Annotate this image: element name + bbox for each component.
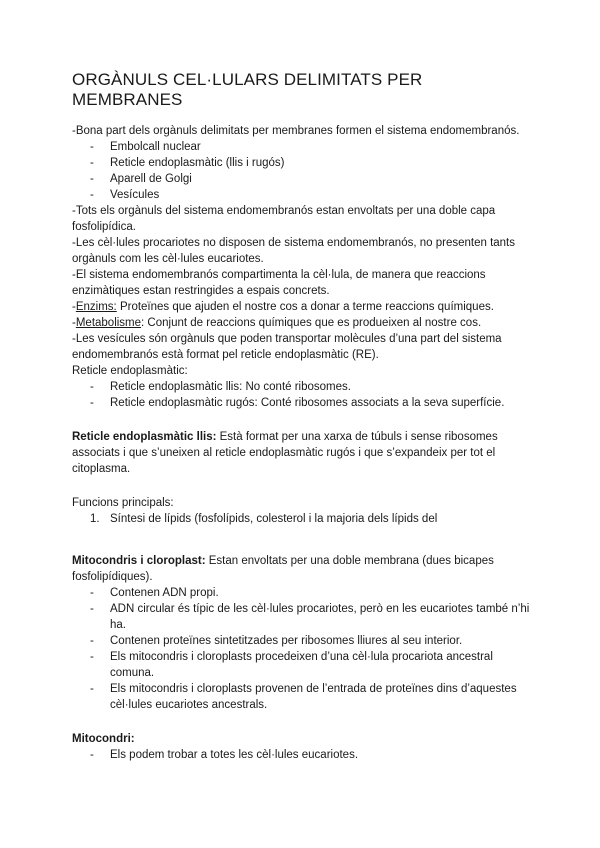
list-item xyxy=(72,649,532,681)
list-item xyxy=(72,681,532,713)
mito-cloro-text: Estan envoltats per una doble membrana (dues bicapes fosfolipídiques). xyxy=(72,555,494,583)
dash-bullet: - xyxy=(90,635,94,647)
list-item xyxy=(72,747,532,763)
dash-bullet: - xyxy=(90,141,94,153)
funcions-heading: Funcions principals: xyxy=(72,497,174,509)
llis-term: Reticle endoplasmàtic llis: xyxy=(72,431,217,443)
list-item xyxy=(72,187,532,203)
dash-bullet: - xyxy=(90,157,94,169)
paragraph-double-layer: -Tots els orgànuls del sistema endomembranós estan envoltats per una doble capa fosfolipídica. xyxy=(72,205,496,233)
dash-bullet: - xyxy=(90,603,94,615)
list-item xyxy=(72,395,532,411)
list-number: 1. xyxy=(90,513,100,525)
enzims-text: Proteïnes que ajuden el nostre cos a donar a terme reaccions químiques. xyxy=(116,301,494,313)
list-item xyxy=(72,155,532,171)
endomembrane-list xyxy=(72,139,532,203)
mitocondri-heading: Mitocondri: xyxy=(72,733,135,745)
list-item xyxy=(72,379,532,395)
mitocondri-list xyxy=(72,747,532,763)
list-item xyxy=(72,139,532,155)
list-item-text: Vesícules xyxy=(110,189,160,201)
list-item xyxy=(72,511,532,527)
dash-bullet: - xyxy=(90,587,94,599)
intro-paragraph: -Bona part dels orgànuls delimitats per membranes formen el sistema endomembranós. xyxy=(72,125,520,137)
list-item-text: Els mitocondris i cloroplasts procedeixen d’una cèl·lula procariota ancestral comuna. xyxy=(110,651,493,679)
list-item xyxy=(72,601,532,633)
metabolisme-definition xyxy=(72,315,532,331)
list-item-text: ADN circular és típic de les cèl·lules procariotes, però en les eucariotes també n’hi ha. xyxy=(110,603,530,631)
reticle-list xyxy=(72,379,532,411)
dash-bullet: - xyxy=(90,397,94,409)
dash-bullet: - xyxy=(90,381,94,393)
list-item-text: Síntesi de lípids (fosfolípids, colesterol i la majoria dels lípids del xyxy=(110,513,438,525)
list-item xyxy=(72,633,532,649)
dash-bullet: - xyxy=(90,173,94,185)
enzims-definition xyxy=(72,299,532,315)
llis-text: Està format per una xarxa de túbuls i sense ribosomes associats i que s’uneixen al reticle endoplasmàtic rugós i que s’expandeix per tot el citoplasma. xyxy=(72,431,498,475)
list-item xyxy=(72,171,532,187)
list-item xyxy=(72,585,532,601)
metabolisme-term: Metabolisme xyxy=(75,317,142,329)
mito-cloro-term: Mitocondris i cloroplast: xyxy=(72,555,206,567)
enzims-prefix: - xyxy=(72,301,76,313)
llis-paragraph xyxy=(72,429,532,477)
list-item-text: Embolcall nuclear xyxy=(110,141,201,153)
list-item-text: Els podem trobar a totes les cèl·lules eucariotes. xyxy=(110,749,359,761)
funcions-list xyxy=(72,511,532,527)
list-item-text: Els mitocondris i cloroplasts provenen de l’entrada de proteïnes dins d’aquestes cèl·lules eucariotes ancestrals. xyxy=(110,683,517,711)
list-item-text: Contenen proteïnes sintetitzades per ribosomes lliures al seu interior. xyxy=(110,635,463,647)
document-page xyxy=(72,70,532,763)
paragraph-compartimenta: -El sistema endomembranós compartimenta la cèl·lula, de manera que reaccions enzimàtiques estan restringides a espais concrets. xyxy=(72,269,486,297)
page-title: ORGÀNULS CEL·LULARS DELIMITATS PER MEMBRANES xyxy=(72,70,423,109)
paragraph-procariotes: -Les cèl·lules procariotes no disposen de sistema endomembranós, no presenten tants orgànuls com les cèl·lules eucariotes. xyxy=(72,237,515,265)
vesicules-paragraph: -Les vesícules són orgànuls que poden transportar molècules d’una part del sistema endomembranós està format pel reticle endoplasmàtic (RE). xyxy=(72,333,502,361)
metabolisme-prefix: - xyxy=(72,317,76,329)
reticle-heading: Reticle endoplasmàtic: xyxy=(72,365,188,377)
metabolisme-text: : Conjunt de reaccions químiques que es produeixen al nostre cos. xyxy=(141,317,482,329)
list-item-text: Reticle endoplasmàtic llis: No conté ribosomes. xyxy=(110,381,351,393)
mito-cloro-paragraph xyxy=(72,553,532,585)
dash-bullet: - xyxy=(90,683,94,695)
list-item-text: Reticle endoplasmàtic rugós: Conté ribosomes associats a la seva superfície. xyxy=(110,397,505,409)
list-item-text: Contenen ADN propi. xyxy=(110,587,219,599)
list-item-text: Reticle endoplasmàtic (llis i rugós) xyxy=(110,157,285,169)
dash-bullet: - xyxy=(90,749,94,761)
list-item-text: Aparell de Golgi xyxy=(110,173,192,185)
dash-bullet: - xyxy=(90,189,94,201)
dash-bullet: - xyxy=(90,651,94,663)
enzims-term: Enzims: xyxy=(75,301,117,313)
mito-cloro-list xyxy=(72,585,532,713)
